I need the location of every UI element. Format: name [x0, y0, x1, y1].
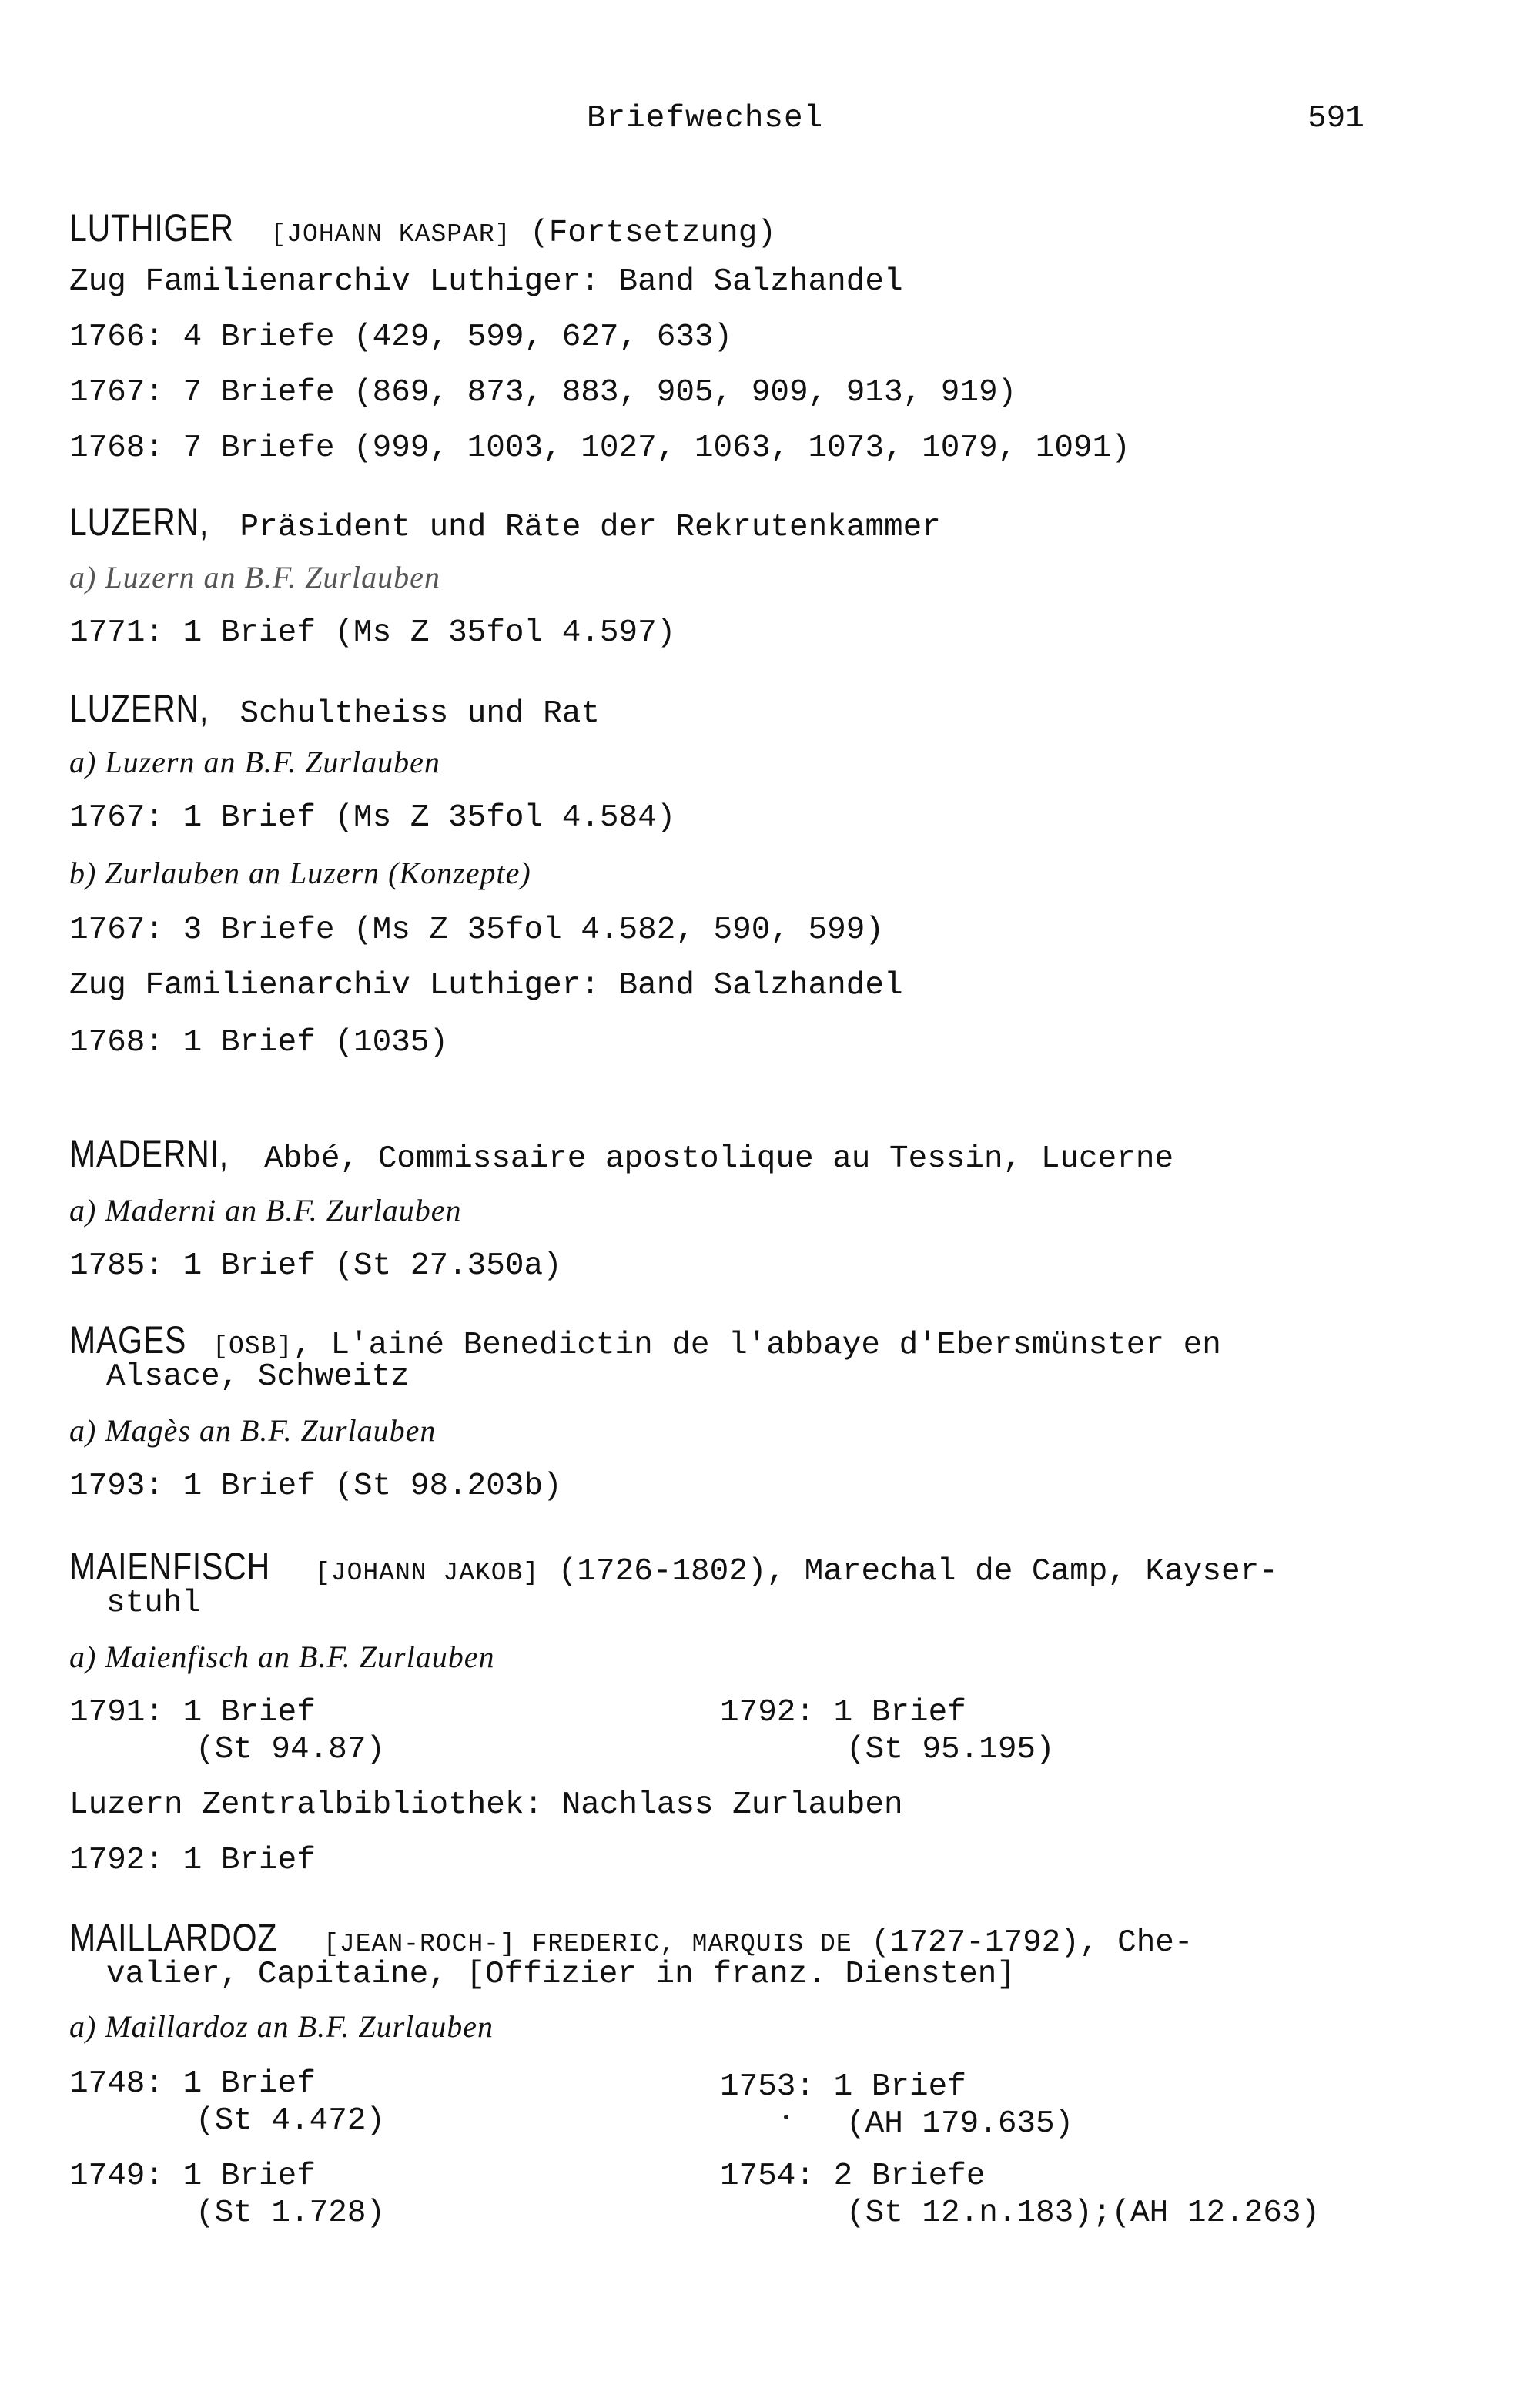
heading-rest: , L'ainé Benedictin de l'abbaye d'Ebersmünster en [293, 1328, 1221, 1363]
subheading-a: a) Maderni an B.F. Zurlauben [69, 1193, 462, 1228]
archive-line: Zug Familienarchiv Luthiger: Band Salzhandel [69, 264, 903, 300]
letter-line: 1771: 1 Brief (Ms Z 35fol 4.597) [69, 615, 676, 651]
letter-line: 1767: 7 Briefe (869, 873, 883, 905, 909, 913, 919) [69, 375, 1017, 410]
subheading-a: a) Luzern an B.F. Zurlauben [69, 745, 440, 779]
headword: LUTHIGER [69, 206, 234, 250]
heading-continuation: Alsace, Schweitz [106, 1359, 410, 1395]
subheading-a: a) Magès an B.F. Zurlauben [69, 1413, 437, 1448]
subheading-a: a) Maillardoz an B.F. Zurlauben [69, 2009, 494, 2044]
letter-line-left: 1791: 1 Brief [69, 1695, 316, 1730]
entry-heading-luthiger [69, 208, 776, 255]
heading-rest: Schultheiss und Rat [220, 696, 601, 732]
given-name: [JOHANN JAKOB] [314, 1559, 540, 1587]
given-name: [OSB] [213, 1332, 293, 1361]
headword: LUZERN, [69, 687, 209, 730]
heading-rest: (1726-1802), Marechal de Camp, Kayser- [539, 1554, 1278, 1589]
subheading-a: a) Luzern an B.F. Zurlauben [69, 560, 440, 595]
letter-ref-right: (AH 179.635) [846, 2106, 1074, 2142]
entry-heading-luzern-rekrutenkammer [69, 502, 941, 548]
entry-heading-luzern-schultheiss [69, 688, 600, 734]
letter-ref-right: (St 12.n.183);(AH 12.263) [846, 2196, 1321, 2231]
headword: LUZERN, [69, 501, 209, 544]
given-name: [JOHANN KASPAR] [270, 220, 511, 249]
letter-line: 1768: 7 Briefe (999, 1003, 1027, 1063, 1073, 1079, 1091) [69, 430, 1130, 466]
letter-line: 1766: 4 Briefe (429, 599, 627, 633) [69, 320, 733, 355]
letter-line: 1767: 1 Brief (Ms Z 35fol 4.584) [69, 800, 676, 836]
letter-line-right: 1792: 1 Brief [720, 1695, 966, 1730]
heading-rest: Präsident und Räte der Rekrutenkammer [220, 510, 941, 545]
letter-line: 1785: 1 Brief (St 27.350a) [69, 1248, 562, 1284]
archive-line: Zug Familienarchiv Luthiger: Band Salzhandel [69, 968, 903, 1003]
stray-dot-mark [784, 2115, 788, 2119]
letter-line: 1767: 3 Briefe (Ms Z 35fol 4.582, 590, 599) [69, 913, 884, 948]
archive-line: Luzern Zentralbibliothek: Nachlass Zurlauben [69, 1787, 903, 1823]
letter-ref-left: (St 94.87) [196, 1732, 386, 1767]
headword: MADERNI, [69, 1132, 229, 1175]
letter-line-right: 1753: 1 Brief [720, 2069, 966, 2105]
letter-line: 1792: 1 Brief [69, 1843, 316, 1878]
subheading-a: a) Maienfisch an B.F. Zurlauben [69, 1640, 495, 1674]
page-number: 591 [1307, 101, 1364, 136]
headword: MAILLARDOZ [69, 1916, 278, 1959]
subheading-b: b) Zurlauben an Luzern (Konzepte) [69, 856, 531, 890]
heading-rest: (Fortsetzung) [511, 216, 776, 251]
entry-heading-maienfisch [69, 1546, 1278, 1593]
letter-line-left: 1748: 1 Brief [69, 2066, 316, 2102]
letter-ref-left: (St 4.472) [196, 2103, 386, 2139]
headword: MAIENFISCH [69, 1545, 271, 1588]
heading-continuation: stuhl [106, 1586, 202, 1621]
running-header: Briefwechsel [587, 101, 824, 136]
headword: MAGES [69, 1318, 187, 1362]
letter-line: 1793: 1 Brief (St 98.203b) [69, 1469, 562, 1504]
letter-ref-left: (St 1.728) [196, 2196, 386, 2231]
heading-rest: (1727-1792), Che- [852, 1925, 1194, 1961]
letter-line-left: 1749: 1 Brief [69, 2159, 316, 2194]
letter-line: 1768: 1 Brief (1035) [69, 1025, 449, 1060]
heading-rest: Abbé, Commissaire apostolique au Tessin, Lucerne [245, 1141, 1174, 1177]
letter-ref-right: (St 95.195) [846, 1732, 1055, 1767]
given-name: [JEAN-ROCH-] FREDERIC, MARQUIS DE [323, 1930, 852, 1958]
entry-heading-maderni [69, 1134, 1173, 1179]
letter-line-right: 1754: 2 Briefe [720, 2159, 986, 2194]
heading-continuation: valier, Capitaine, [Offizier in franz. Diensten] [106, 1957, 1016, 1992]
